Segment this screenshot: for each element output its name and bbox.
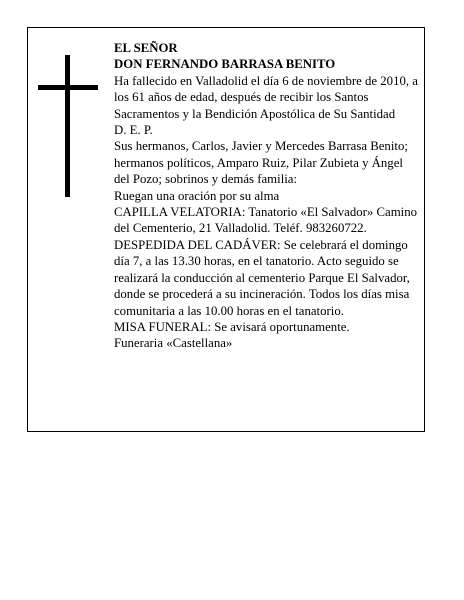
prayer-request: Ruegan una oración por su alma <box>114 188 280 203</box>
deceased-name: DON FERNANDO BARRASA BENITO <box>114 57 336 72</box>
cross-horizontal-bar <box>38 85 98 90</box>
funeral-mass-info: MISA FUNERAL: Se avisará oportunamente. <box>114 319 350 334</box>
death-info: Ha fallecido en Valladolid el día 6 de noviembre de 2010, a los 61 años de edad, después de recibir los Santos Sacramentos y la Bendición Apostólica de Su Santidad <box>114 73 418 121</box>
cross-vertical-bar <box>65 55 70 197</box>
funeral-home: Funeraria «Castellana» <box>114 336 233 351</box>
obituary-notice <box>27 27 425 432</box>
cross-icon <box>38 55 98 197</box>
family-list: Sus hermanos, Carlos, Javier y Mercedes Barrasa Benito; hermanos políticos, Amparo Ruiz, Pilar Zubieta y Ángel del Pozo; sobrinos y demás familia: <box>114 139 408 187</box>
farewell-info: DESPEDIDA DEL CADÁVER: Se celebrará el domingo día 7, a las 13.30 horas, en el tanatorio. Acto seguido se realizará la conducción al cementerio Parque El Salvador, donde se procederá a su incineración. Todos los días misa comunitaria a las 10.00 horas en el tanatorio. <box>114 237 410 318</box>
chapel-info: CAPILLA VELATORIA: Tanatorio «El Salvador» Camino del Cementerio, 21 Valladolid. Teléf. 983260722. <box>114 205 418 236</box>
dep-abbreviation: D. E. P. <box>114 123 153 138</box>
heading-title: EL SEÑOR <box>114 41 178 55</box>
notice-text <box>114 40 420 352</box>
